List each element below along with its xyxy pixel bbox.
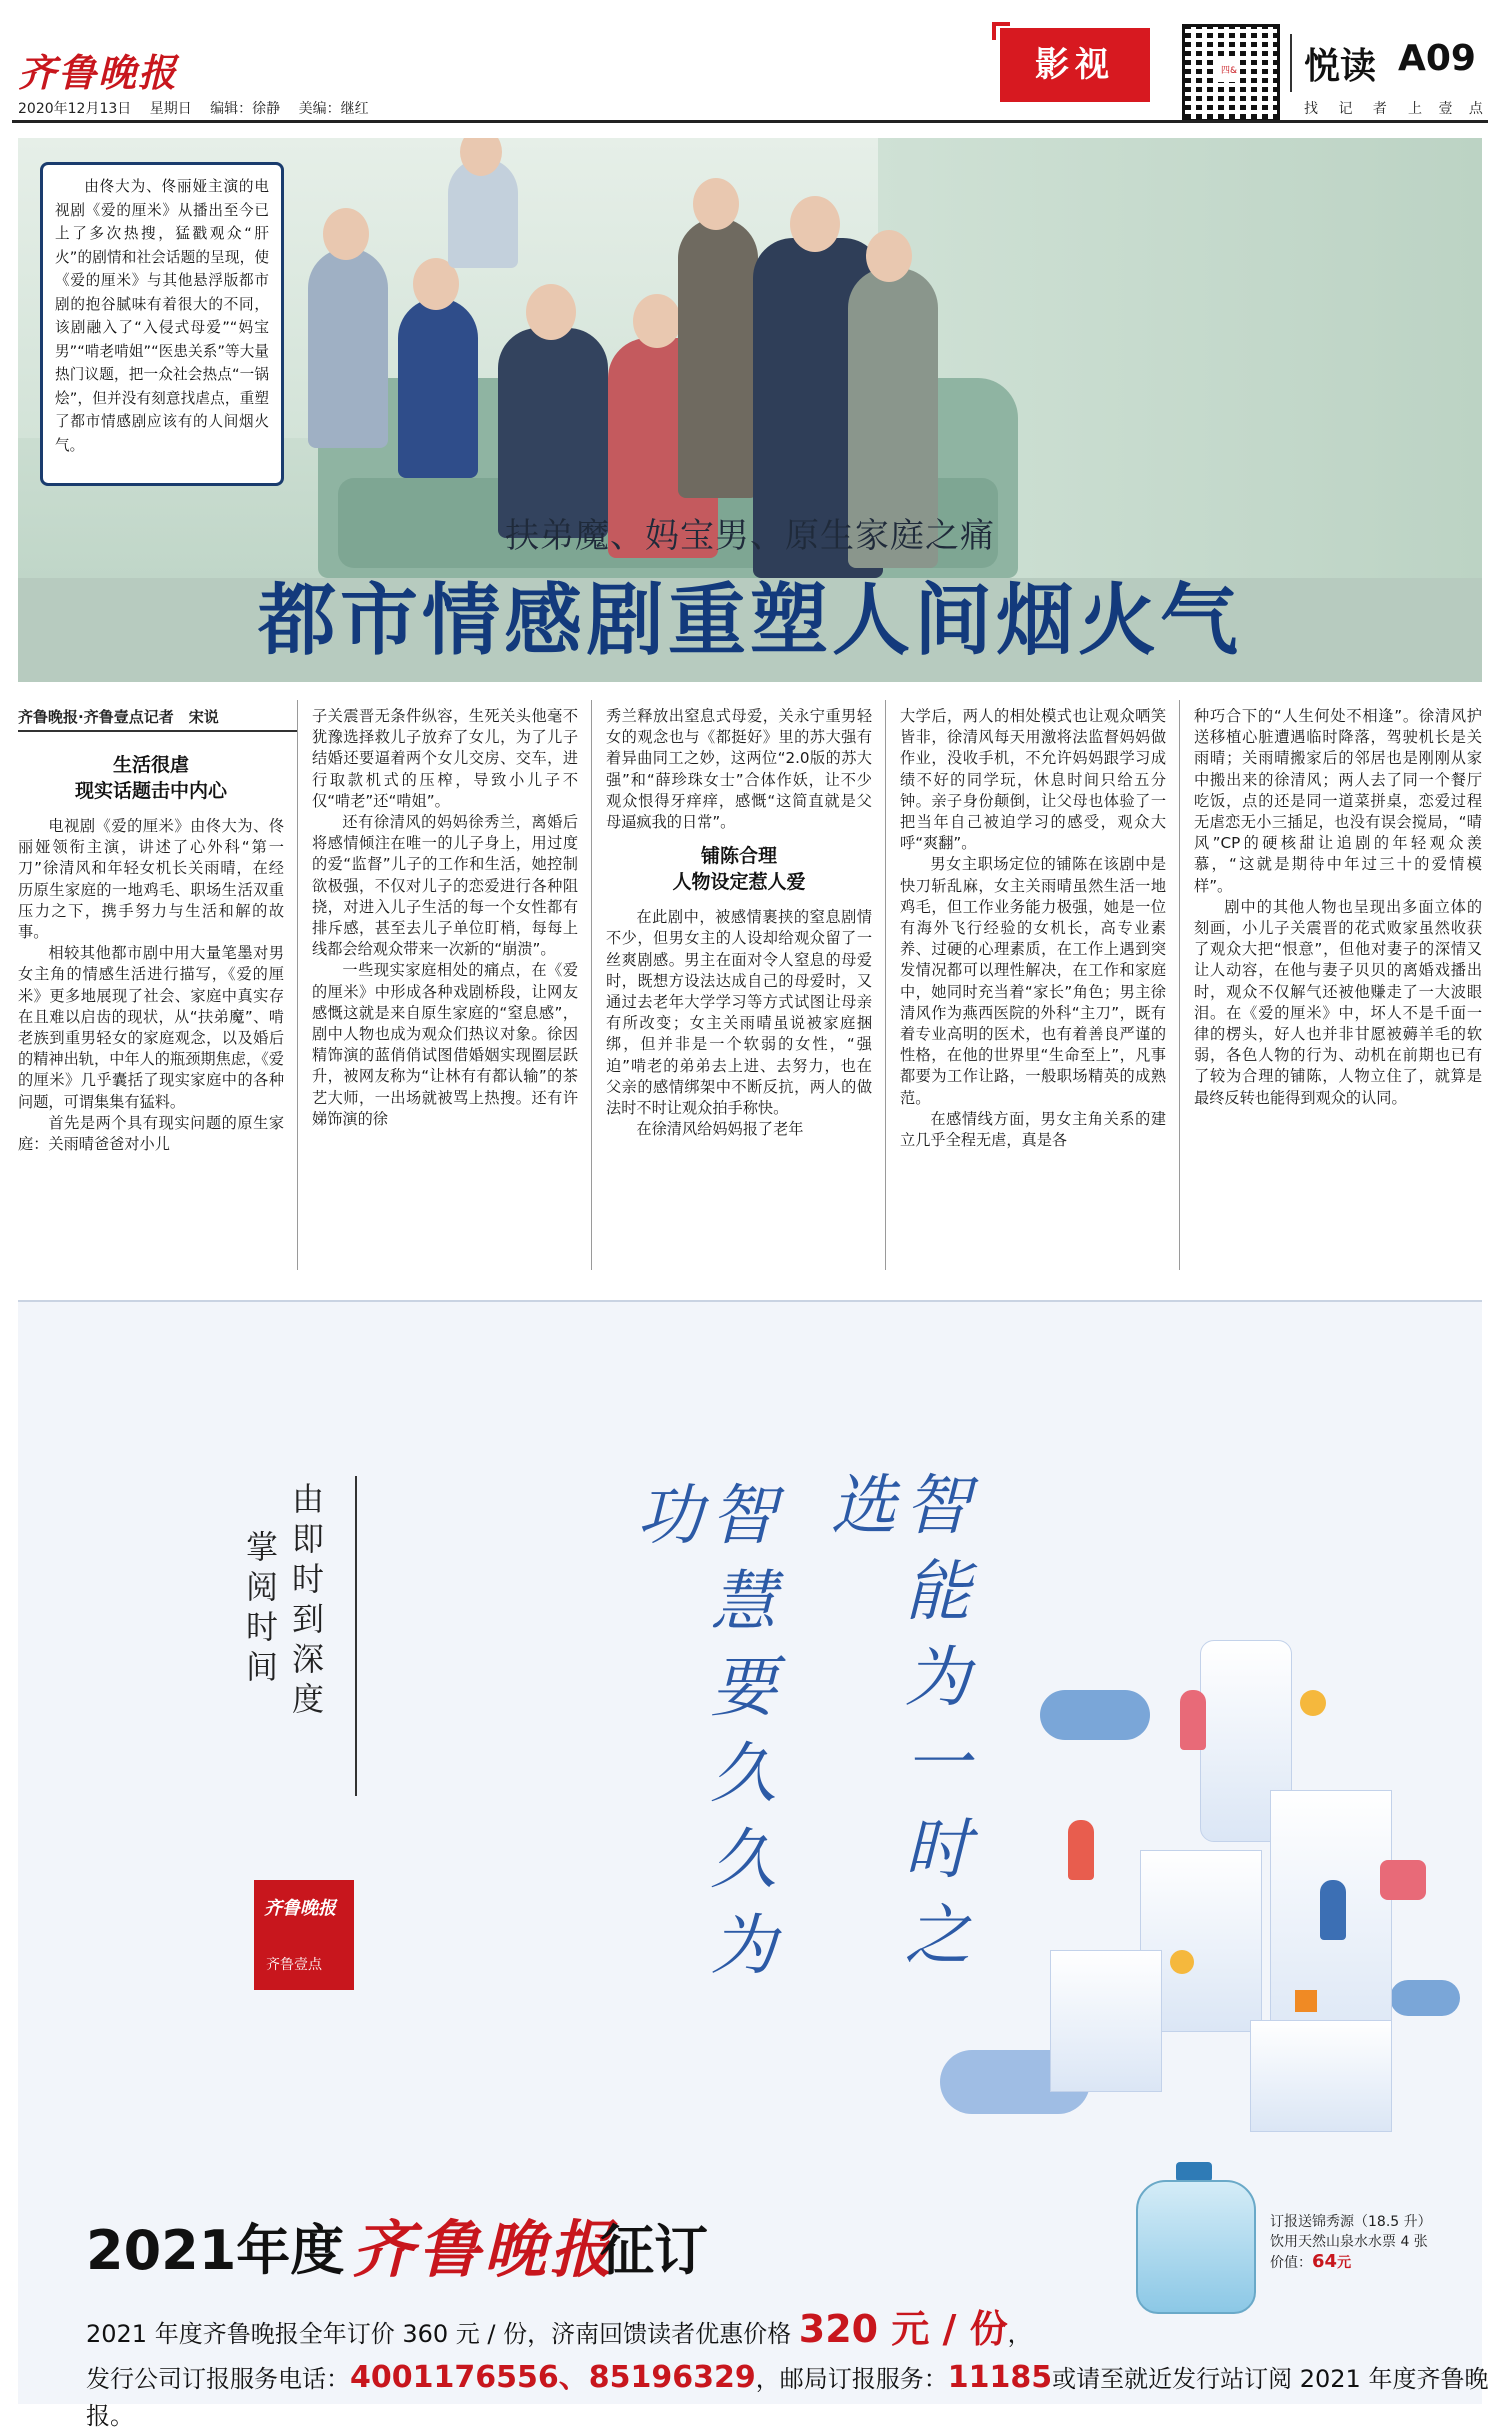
section-heading-line: 生活很虐 <box>112 754 189 776</box>
issue-weekday: 星期日 <box>149 101 192 117</box>
platform-block <box>1050 1950 1162 2092</box>
person-figure-icon <box>1180 1690 1206 1750</box>
newspaper-logo: 齐鲁晚报 <box>18 50 179 95</box>
paragraph: 相较其他都市剧中用大量笔墨对男女主角的情感生活进行描写，《爱的厘米》更多地展现了社会、家庭中真实存在且难以启齿的现状，从“扶弟魔”、啃老族到重男轻女的家庭观念，以及婚后的精神出轨，中年人的瓶颈期焦虑，《爱的厘米》几乎囊括了现实家庭中的各种问题，可谓集集有猛料。 <box>18 944 284 1111</box>
person-figure-icon <box>1320 1880 1346 1940</box>
price-text: 2021 年度齐鲁晚报全年订价 360 元 / 份，济南回馈读者优惠价格 <box>86 2320 792 2348</box>
article-column-4 <box>900 706 1166 1151</box>
figure-woman-left <box>308 248 388 448</box>
figure-man-left <box>398 298 478 478</box>
ad-vertical-slogan-1: 由即时到深度 <box>287 1482 325 1722</box>
subscription-year: 2021年度 <box>86 2219 345 2282</box>
price-line <box>86 2298 1032 2353</box>
article-byline: 齐鲁晚报·齐鲁壹点记者 宋说 <box>18 708 219 726</box>
article-column-1 <box>18 742 284 1155</box>
figure-head <box>323 208 369 260</box>
column-rule <box>297 700 298 1270</box>
section-heading-line: 人物设定惹人爱 <box>672 871 806 894</box>
price-end: ， <box>1007 2320 1032 2348</box>
article-column-3 <box>606 706 872 1140</box>
issue-info <box>18 98 383 118</box>
qr-code-label: 四& <box>1218 60 1240 82</box>
figure-head <box>633 294 681 348</box>
figure-elder-woman <box>678 218 758 498</box>
cube-icon <box>1295 1990 1317 2012</box>
gift-line: 订报送锦秀源（18.5 升） <box>1270 2214 1432 2230</box>
calligraphy-line-2: 智慧要久久为功 <box>625 1480 776 1996</box>
paragraph: 子关震晋无条件纵容，生死关头他毫不犹豫选择救儿子放弃了女儿，为了儿子结婚还要逼着两个女儿交房、交车，进行取款机式的压榨，导致小儿子不仅“啃老”还“啃姐”。 <box>312 707 578 810</box>
gift-price-unit: 元 <box>1337 2255 1352 2271</box>
figure-head <box>693 178 739 230</box>
column-rule <box>885 700 886 1270</box>
seal-brand-text: 齐鲁晚报 <box>264 1898 336 1919</box>
gift-price <box>1270 2252 1432 2273</box>
section-tag: 影视 <box>1000 28 1150 102</box>
column-rule <box>1179 700 1180 1270</box>
calligraphy-line-1: 智能为一时之选 <box>819 1470 970 1986</box>
figure-head <box>866 230 912 282</box>
paragraph: 首先是两个具有现实问题的原生家庭：关雨晴爸爸对小儿 <box>18 1113 284 1154</box>
smiley-icon <box>1170 1950 1194 1974</box>
ad-divider <box>355 1476 357 1796</box>
section-heading <box>18 752 284 804</box>
person-figure-icon <box>1068 1820 1094 1880</box>
designer-credit: 美编：继红 <box>298 101 369 117</box>
gift-price-label: 价值： <box>1270 2255 1312 2271</box>
water-bottle-icon <box>1136 2180 1256 2314</box>
page-number: A09 <box>1398 38 1476 79</box>
brand-seal-logo <box>254 1880 354 1990</box>
gift-offer <box>1270 2212 1432 2273</box>
paragraph: 电视剧《爱的厘米》由佟大为、佟丽娅领衔主演，讲述了心外科“第一刀”徐清风和年轻女机长关雨晴，在经历原生家庭的一地鸡毛、职场生活双重压力之下，携手努力与生活和解的故事。 <box>18 817 284 942</box>
paragraph: 男女主职场定位的铺陈在该剧中是快刀斩乱麻，女主关雨晴虽然生活一地鸡毛，但工作业务能力极强，她是一位有海外飞行经验的女机长，高专业素养、过硬的心理素质，在工作上遇到突发情况都可以理性解决，在工作和家庭中，她同时充当着“家长”角色；男主徐清风作为燕西医院的外科“主刀”，既有着专业高明的医术，也有着善良严谨的性格，在他的世界里“生命至上”，凡事都要为工作让路，一般职场精英的成熟范。 <box>900 855 1166 1107</box>
figure-man-center <box>498 328 608 538</box>
figure-head <box>790 196 840 252</box>
phone-numbers: 4001176556、85196329 <box>350 2360 756 2395</box>
paragraph: 在此剧中，被感情裹挟的窒息剧情不少，但男女主的人设却给观众留了一丝爽剧感。男主在面对令人窒息的母爱时，既想方设法达成自己的母爱时，又通过去老年大学学习等方式试图让母亲有所改变；女主关雨晴虽说被家庭捆绑，但并非是一个软弱的女性，“强迫”啃老的弟弟去上进、去努力，也在父亲的感情绑架中不断反抗，两人的做法时不时让观众拍手称快。 <box>606 908 872 1118</box>
article-column-2 <box>312 706 578 1130</box>
masthead-divider <box>1290 34 1292 92</box>
article-subtitle: 扶弟魔、妈宝男、原生家庭之痛 <box>505 516 995 556</box>
platform-block <box>1250 2020 1392 2132</box>
editor-credit: 编辑：徐静 <box>210 101 281 117</box>
smiley-icon <box>1300 1690 1326 1716</box>
paragraph: 种巧合下的“人生何处不相逢”。徐清风护送移植心脏遭遇临时降落，驾驶机长是关雨晴；关雨晴搬家后的邻居也是刚刚从家中搬出来的徐清风；两人去了同一个餐厅吃饭，点的还是同一道菜拼桌，恋爱过程无虐恋无小三插足，也没有误会搅局，“晴风”CP的硬核甜让追剧的年轻观众羡慕，“这就是期待中年过三十的爱情模样”。 <box>1194 707 1482 895</box>
ad-vertical-slogan-2: 掌阅时间 <box>241 1530 279 1690</box>
subscription-brand: 齐鲁晚报 <box>352 2213 617 2286</box>
find-reporter-label: 找 记 者 <box>1304 101 1395 117</box>
post-label: ，邮局订报服务： <box>755 2365 948 2393</box>
app-label: 上 壹 点 <box>1408 101 1489 117</box>
paragraph: 大学后，两人的相处模式也让观众哂笑皆非，徐清风每天用激将法监督妈妈做作业，没收手机，不允许妈妈跟学习成绩不好的同学玩，休息时间只给五分钟。亲子身份颠倒，让父母也体验了一把当年自己被迫学习的感受，观众大呼“爽翻”。 <box>900 707 1166 853</box>
paragraph: 秀兰释放出窒息式母爱，关永宁重男轻女的观念也与《都挺好》里的苏大强有着异曲同工之妙，这两位“2.0版的苏大强”和“薛珍珠女士”合体作妖，让不少观众恨得牙痒痒，感慨“这简直就是父母逼疯我的日常”。 <box>606 707 872 832</box>
section-heading-line: 铺陈合理 <box>700 845 777 868</box>
article-headline: 都市情感剧重塑人间烟火气 <box>257 576 1242 666</box>
post-number: 11185 <box>947 2360 1053 2395</box>
phone-tail: 或请至就近发行站订阅 2021 年度齐鲁晚报。 <box>86 2365 1489 2430</box>
gift-line: 饮用天然山泉水水票 4 张 <box>1270 2234 1428 2250</box>
paragraph: 剧中的其他人物也呈现出多面立体的刻画，小儿子关震晋的花式败家虽然收获了观众大把“恨意”，但他对妻子的深情又让人动容，在他与妻子贝贝的离婚戏播出时，观众不仅解气还被他赚走了一大波眼泪。在《爱的厘米》中，坏人不是千面一律的楞头，好人也并非甘愿被薅羊毛的软弱，各色人物的行为、动机在前期也已有了较为合理的铺陈，人物立住了，就算是最终反转也能得到观众的认同。 <box>1194 897 1482 1107</box>
subscription-label: 征订 <box>600 2219 708 2282</box>
price-value: 320 元 / 份 <box>798 2307 1008 2351</box>
column-rule <box>591 700 592 1270</box>
phone-label: 发行公司订报服务电话： <box>86 2365 350 2393</box>
camera-icon <box>1380 1860 1426 1900</box>
cloud-icon <box>1390 1980 1460 2016</box>
seal-sub-text: 齐鲁壹点 <box>266 1957 322 1973</box>
gift-price-value: 64 <box>1312 2251 1338 2272</box>
phone-line <box>86 2352 1500 2431</box>
masthead-rule <box>12 120 1488 123</box>
byline-rule <box>18 730 298 732</box>
section-heading <box>606 843 872 895</box>
paragraph: 还有徐清风的妈妈徐秀兰，离婚后将感情倾注在唯一的儿子身上，用过度的爱“监督”儿子的工作和生活，她控制欲极强，不仅对儿子的恋爱进行各种阻挠，对进入儿子生活的每一个女性都有排斥感，甚至去儿子单位盯梢，每每上线都会给观众带来一次新的“崩溃”。 <box>312 813 578 959</box>
page-name: 悦读 <box>1304 46 1377 87</box>
water-bottle-cap <box>1176 2162 1212 2182</box>
paragraph: 在感情线方面，男女主角关系的建立几乎全程无虐，真是各 <box>900 1109 1166 1150</box>
article-column-5 <box>1194 706 1482 1109</box>
intro-box: 由佟大为、佟丽娅主演的电视剧《爱的厘米》从播出至今已上了多次热搜，猛戳观众“肝火”的剧情和社会话题的呈现，使《爱的厘米》与其他悬浮版都市剧的抱谷腻味有着很大的不同，该剧融入了“入侵式母爱”“妈宝男”“啃老啃姐”“医患关系”等大量热门议题，把一众社会热点“一锅烩”，但并没有刻意找虐点，重塑了都市情感剧应该有的人间烟火气。 <box>40 162 284 486</box>
cloud-icon <box>1040 1690 1150 1740</box>
issue-date: 2020年12月13日 <box>18 101 132 117</box>
paragraph: 在徐清风给妈妈报了老年 <box>636 1120 804 1139</box>
figure-head <box>526 284 576 340</box>
paragraph: 一些现实家庭相处的痛点，在《爱的厘米》中形成各种戏剧桥段，让网友感慨这就是来自原生家庭的“窒息感”，剧中人物也成为观众们热议对象。徐因精饰演的蓝俏俏试图借婚姻实现圈层跃升，被网友称为“让林有有都认输”的茶艺大师，一出场就被骂上热搜。还有许娣饰演的徐 <box>312 961 578 1128</box>
section-heading-line: 现实话题击中内心 <box>74 780 227 802</box>
